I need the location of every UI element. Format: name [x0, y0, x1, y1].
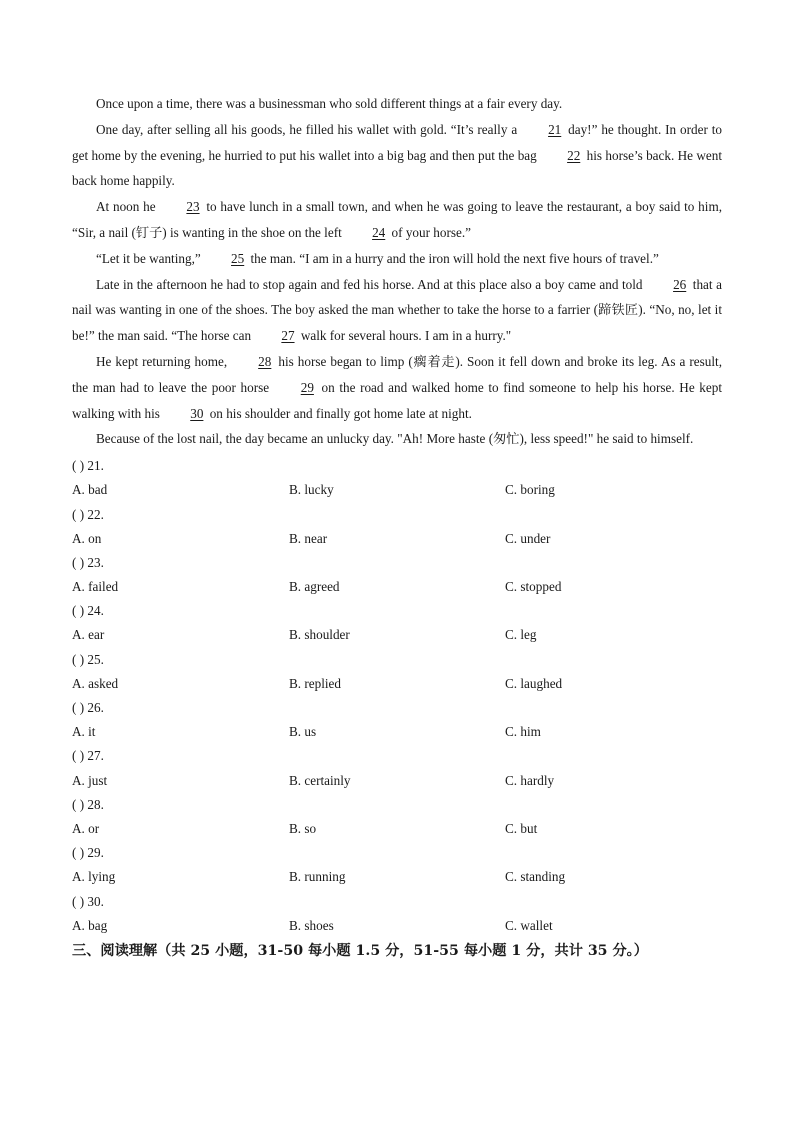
option-b[interactable]: B. lucky: [289, 482, 334, 498]
question-number[interactable]: ( ) 21.: [72, 458, 104, 474]
paragraph-5: [72, 272, 722, 349]
text-segment: walk for several hours. I am in a hurry.": [297, 328, 512, 344]
option-c[interactable]: C. stopped: [505, 579, 562, 595]
blank-25: 25: [231, 250, 245, 266]
question-number[interactable]: ( ) 25.: [72, 651, 104, 667]
option-a[interactable]: A. failed: [72, 579, 119, 595]
option-c[interactable]: C. him: [505, 724, 541, 740]
question-options: [72, 720, 722, 744]
paragraph-4: [72, 246, 722, 272]
option-c[interactable]: C. hardly: [505, 772, 555, 788]
blank-22: 22: [567, 147, 581, 163]
blank-27: 27: [281, 328, 295, 344]
option-a[interactable]: A. ear: [72, 627, 105, 643]
text-segment: that a nail was wanting in one of the shoes. The boy asked the man whether to take the horse to a farrier (蹄铁匠). “No, no, let it be!” the man said. “The horse can: [72, 276, 722, 344]
question-options: [72, 478, 722, 502]
question-number[interactable]: ( ) 24.: [72, 603, 104, 619]
paragraph-1: [72, 91, 722, 117]
question-number[interactable]: ( ) 27.: [72, 748, 104, 764]
question-number[interactable]: ( ) 29.: [72, 845, 104, 861]
paragraph-3: [72, 194, 722, 246]
question-number[interactable]: ( ) 26.: [72, 700, 104, 716]
option-c[interactable]: C. leg: [505, 627, 537, 643]
blank-29: 29: [300, 379, 314, 395]
option-a[interactable]: A. bag: [72, 917, 108, 933]
option-c[interactable]: C. wallet: [505, 917, 553, 933]
text-segment: “Let it be wanting,”: [96, 250, 205, 266]
question-options: [72, 527, 722, 551]
option-c[interactable]: C. standing: [505, 869, 566, 885]
option-a[interactable]: A. it: [72, 724, 96, 740]
text-segment: One day, after selling all his goods, he filled his wallet with gold. “It’s really a: [96, 121, 522, 137]
text-segment: on the road and walked home to find someone to help his horse. He kept walking with his: [72, 379, 723, 421]
text-segment: of your horse.”: [388, 224, 472, 240]
text-segment: Once upon a time, there was a businessman who sold different things at a fair every day.: [96, 96, 563, 111]
option-b[interactable]: B. near: [289, 530, 328, 546]
question-list: [72, 454, 722, 938]
text-segment: on his shoulder and finally got home late at night.: [206, 405, 472, 421]
question-options: [72, 865, 722, 889]
option-c[interactable]: C. but: [505, 820, 538, 836]
text-segment: the man. “I am in a hurry and the iron will hold the next five hours of travel.”: [247, 250, 659, 266]
question-number[interactable]: ( ) 22.: [72, 506, 104, 522]
blank-23: 23: [186, 199, 200, 215]
question-options: [72, 817, 722, 841]
blank-26: 26: [673, 276, 687, 292]
question-options: [72, 672, 722, 696]
question-number[interactable]: ( ) 30.: [72, 893, 104, 909]
option-a[interactable]: A. bad: [72, 482, 108, 498]
text-segment: his horse’s back. He went back home happily.: [72, 147, 723, 189]
blank-28: 28: [258, 353, 272, 369]
option-a[interactable]: A. lying: [72, 869, 116, 885]
paragraph-2: [72, 117, 722, 194]
blank-24: 24: [372, 224, 386, 240]
question-options: [72, 914, 722, 938]
blank-21: 21: [548, 121, 562, 137]
paragraph-6: [72, 349, 722, 426]
text-segment: to have lunch in a small town, and when he was going to leave the restaurant, a boy said to him, “Sir, a nail (钉子) is wanting in the shoe on the left: [72, 199, 722, 240]
text-segment: At noon he: [96, 199, 160, 215]
option-a[interactable]: A. or: [72, 820, 100, 836]
option-a[interactable]: A. just: [72, 772, 108, 788]
text-segment: Because of the lost nail, the day became an unlucky day. "Ah! More haste (匆忙), less speed!" he said to himself.: [96, 431, 694, 447]
question-number[interactable]: ( ) 23.: [72, 554, 104, 570]
option-c[interactable]: C. boring: [505, 482, 555, 498]
option-b[interactable]: B. shoes: [289, 917, 334, 933]
option-a[interactable]: A. on: [72, 530, 102, 546]
section-heading: 三、阅读理解（共 25 小题，31-50 每小题 1.5 分，51-55 每小题 1 分，共计 35 分。）: [72, 942, 648, 959]
text-segment: Late in the afternoon he had to stop again and fed his horse. And at this place also a boy came and told: [96, 276, 647, 292]
question-options: [72, 575, 722, 599]
option-b[interactable]: B. so: [289, 820, 317, 836]
document-page: [72, 91, 722, 964]
option-a[interactable]: A. asked: [72, 675, 119, 691]
option-b[interactable]: B. certainly: [289, 772, 351, 788]
option-b[interactable]: B. agreed: [289, 579, 340, 595]
option-b[interactable]: B. replied: [289, 675, 342, 691]
option-c[interactable]: C. under: [505, 530, 551, 546]
option-b[interactable]: B. running: [289, 869, 346, 885]
question-number[interactable]: ( ) 28.: [72, 796, 104, 812]
text-segment: his horse began to limp (瘸着走). Soon it fell down and broke its leg. As a result, the man had to leave the poor horse: [72, 353, 722, 395]
option-c[interactable]: C. laughed: [505, 675, 563, 691]
option-b[interactable]: B. us: [289, 724, 317, 740]
option-b[interactable]: B. shoulder: [289, 627, 350, 643]
text-segment: He kept returning home,: [96, 353, 232, 369]
cloze-passage: [72, 91, 722, 452]
text-segment: day!” he thought. In order to get home by the evening, he hurried to put his wallet into a big bag and then put the bag: [72, 121, 722, 163]
question-options: [72, 623, 722, 647]
blank-30: 30: [190, 405, 204, 421]
paragraph-7: [72, 426, 722, 452]
question-options: [72, 769, 722, 793]
